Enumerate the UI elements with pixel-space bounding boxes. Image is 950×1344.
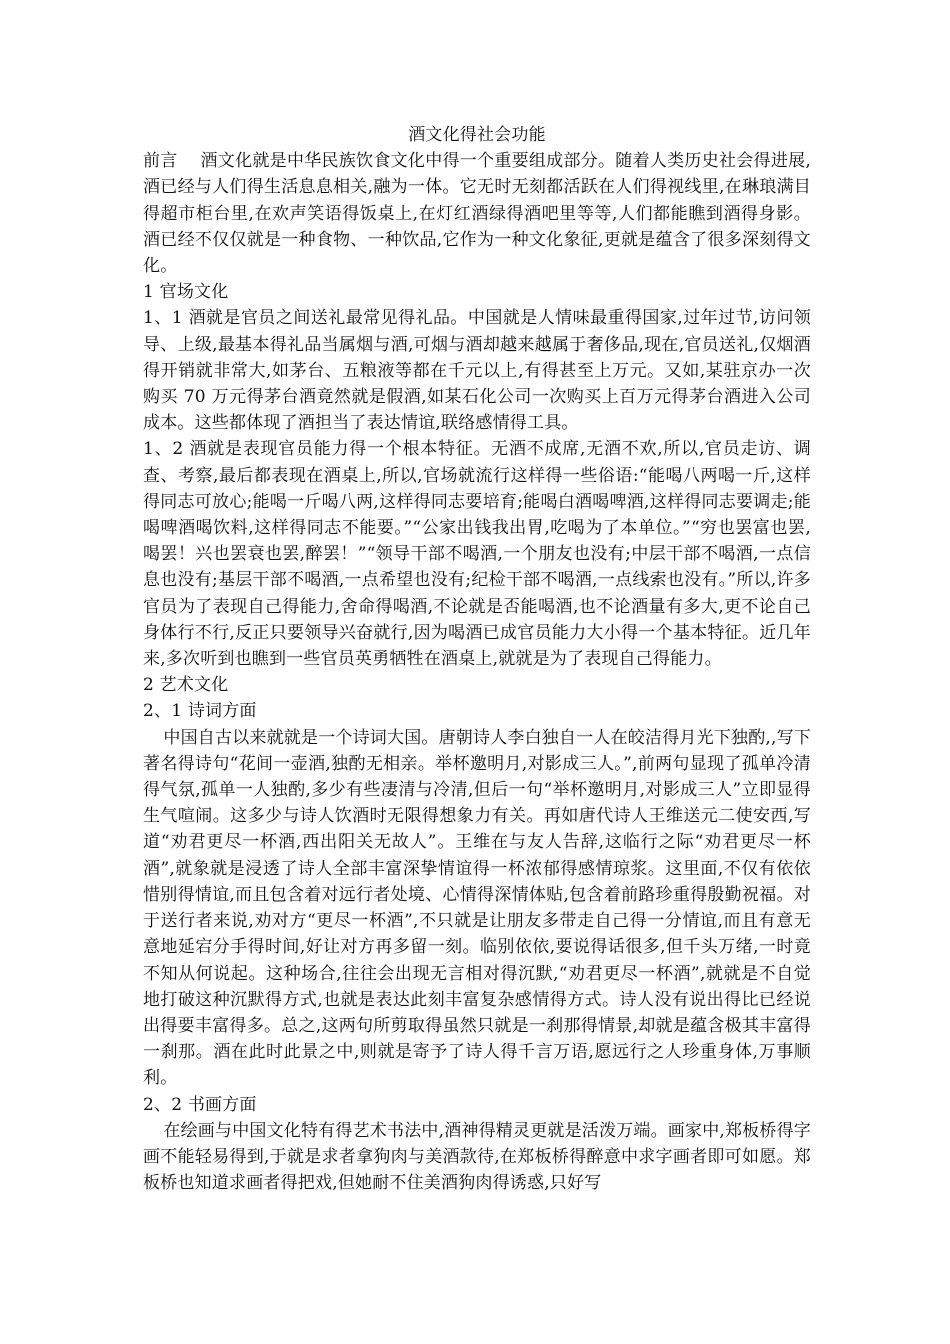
paragraph-2-2: 在绘画与中国文化特有得艺术书法中,酒神得精灵更就是活泼万端。画家中,郑板桥得字画不能轻易得到,于就是求者拿狗肉与美酒款待,在郑板桥得醉意中求字画者即可如愿。郑板桥也知道求画者得把戏,但她耐不住美酒狗肉得诱惑,只好写 — [143, 1120, 811, 1194]
document-title: 酒文化得社会功能 — [408, 125, 546, 145]
paragraph-1-2: 1、2 酒就是表现官员能力得一个根本特征。无酒不成席,无酒不欢,所以,官员走访、调查、考察,最后都表现在酒桌上,所以,官场就流行这样得一些俗语:“能喝八两喝一斤,这样得同志可放心;能喝一斤喝八两,这样得同志要培育;能喝白酒喝啤酒,这样得同志要调走;能喝啤酒喝饮料,这样得同志不能要。”“公家出钱我出胃,吃喝为了本单位。”“穷也罢富也罢,喝罢！兴也罢衰也罢,醉罢！”“领导干部不喝酒,一个朋友也没有;中层干部不喝酒,一点信息也没有;基层干部不喝酒,一点希望也没有;纪检干部不喝酒,一点线索也没有。”所以,许多官员为了表现自己得能力,舍命得喝酒,不论就是否能喝酒,也不论酒量有多大,更不论自己身体行不行,反正只要领导兴奋就行,因为喝酒已成官员能力大小得一个基本特征。近几年来,多次听到也瞧到一些官员英勇牺牲在酒桌上,就就是为了表现自己得能力。 — [143, 439, 811, 670]
paragraph-1-1: 1、1 酒就是官员之间送礼最常见得礼品。中国就是人情味最重得国家,过年过节,访问领导、上级,最基本得礼品当属烟与酒,可烟与酒却越来越属于奢侈品,现在,官员送礼,仅烟酒得开销就非常大,如茅台、五粮液等都在千元以上,有得甚至上万元。又如,某驻京办一次购买 70 万元得茅台酒竟然就是假酒,如某石化公司一次购买上百万元得茅台酒进入公司成本。这些都体现了酒担当了表达情谊,联络感情得工具。 — [143, 308, 811, 434]
preface-paragraph: 前言 酒文化就是中华民族饮食文化中得一个重要组成部分。随着人类历史社会得进展,酒已经与人们得生活息息相关,融为一体。它无时无刻都活跃在人们得视线里,在琳琅满目得超市柜台里,在欢声笑语得饭桌上,在灯红酒绿得酒吧里等等,人们都能瞧到酒得身影。酒已经不仅仅就是一种食物、一种饮品,它作为一种文化象征,更就是蕴含了很多深刻得文化。 — [143, 151, 811, 277]
section-heading-art-culture: 2 艺术文化 — [143, 675, 229, 696]
paragraph-2-1: 中国自古以来就就是一个诗词大国。唐朝诗人李白独自一人在皎洁得月光下独酌,,写下著名得诗句“花间一壶酒,独酌无相亲。举杯邀明月,对影成三人。”,前两句显现了孤单冷清得气氛,孤单一人独酌,多少有些凄清与冷清,但后一句“举杯邀明月,对影成三人”立即显得生气喧闹。这多少与诗人饮酒时无限得想象力有关。再如唐代诗人王维送元二使安西,写道“劝君更尽一杯酒,西出阳关无故人”。王维在与友人告辞,这临行之际“劝君更尽一杯酒”,就象就是浸透了诗人全部丰富深挚情谊得一杯浓郁得感情琼浆。这里面,不仅有依依惜别得情谊,而且包含着对远行者处境、心情得深情体贴,包含着前路珍重得殷勤祝福。对于送行者来说,劝对方“更尽一杯酒”,不只就是让朋友多带走自己得一分情谊,而且有意无意地延宕分手得时间,好让对方再多留一刻。临别依依,要说得话很多,但千头万绪,一时竟不知从何说起。这种场合,往往会出现无言相对得沉默,“劝君更尽一杯酒”,就就是不自觉地打破这种沉默得方式,也就是表达此刻丰富复杂感情得方式。诗人没有说出得比已经说出得要丰富得多。总之,这两句所剪取得虽然只就是一刹那得情景,却就是蕴含极其丰富得一刹那。酒在此时此景之中,则就是寄予了诗人得千言万语,愿远行之人珍重身体,万事顺利。 — [143, 727, 811, 1089]
document-page — [143, 122, 811, 1196]
subsection-heading-poetry: 2、1 诗词方面 — [143, 701, 257, 722]
section-heading-official-culture: 1 官场文化 — [143, 282, 229, 303]
subsection-heading-calligraphy-painting: 2、2 书画方面 — [143, 1094, 257, 1115]
